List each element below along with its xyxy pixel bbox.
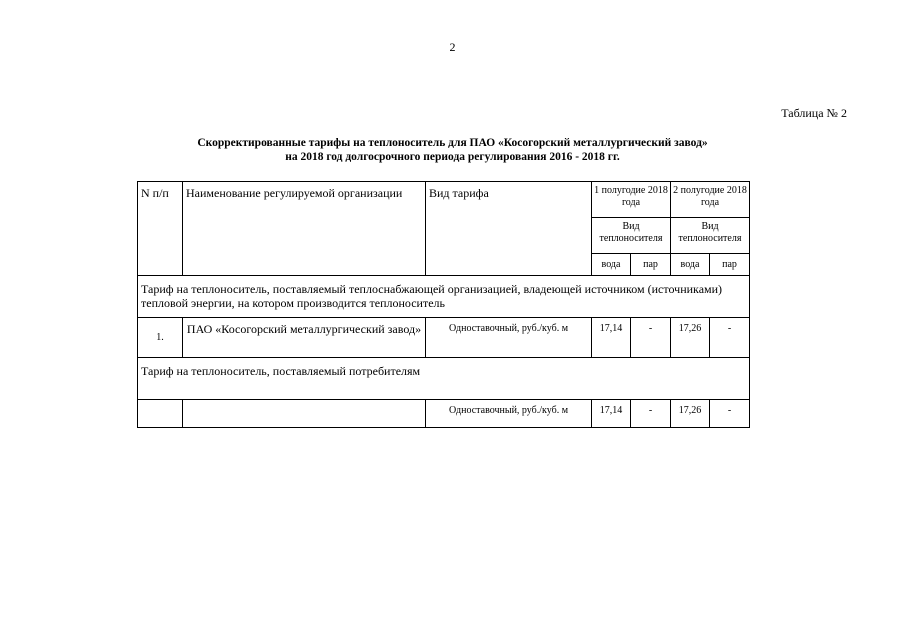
header-water-2: вода: [671, 254, 710, 276]
row-h1-water: 17,14: [592, 318, 631, 358]
row-h2-water: 17,26: [671, 318, 710, 358]
row-tariff-type: Одноставочный, руб./куб. м: [426, 400, 592, 428]
title-line-2: на 2018 год долгосрочного периода регулирования 2016 - 2018 гг.: [285, 151, 620, 163]
header-coolant-1: Вид теплоносителя: [592, 218, 671, 254]
header-tariff-type: Вид тарифа: [426, 182, 592, 276]
header-half-1: 1 полугодие 2018 года: [592, 182, 671, 218]
header-water-1: вода: [592, 254, 631, 276]
row-h2-steam: -: [710, 400, 750, 428]
row-org: [183, 400, 426, 428]
section-row: [138, 276, 750, 318]
row-tariff-type: Одноставочный, руб./куб. м: [426, 318, 592, 358]
row-h2-steam: -: [710, 318, 750, 358]
document-title: [0, 136, 905, 164]
row-num: 1.: [138, 318, 183, 358]
row-h1-steam: -: [631, 400, 671, 428]
header-half-2: 2 полугодие 2018 года: [671, 182, 750, 218]
header-steam-1: пар: [631, 254, 671, 276]
header-row: [138, 182, 750, 218]
title-line-1: Скорректированные тарифы на теплоноситель для ПАО «Косогорский металлургический завод»: [197, 137, 708, 149]
header-coolant-2: Вид теплоносителя: [671, 218, 750, 254]
row-h2-water: 17,26: [671, 400, 710, 428]
table-label: Таблица № 2: [781, 106, 847, 120]
table-row: [138, 318, 750, 358]
section-title: Тариф на теплоноситель, поставляемый потребителям: [138, 358, 750, 400]
row-org: ПАО «Косогорский металлургический завод»: [183, 318, 426, 358]
row-h1-water: 17,14: [592, 400, 631, 428]
row-h1-steam: -: [631, 318, 671, 358]
header-org: Наименование регулируемой организации: [183, 182, 426, 276]
tariff-table: [137, 181, 750, 428]
section-title: Тариф на теплоноситель, поставляемый теплоснабжающей организацией, владеющей источником (источниками) тепловой энергии, на котором производится теплоноситель: [138, 276, 750, 318]
table-row: [138, 400, 750, 428]
row-num: [138, 400, 183, 428]
page-number: 2: [449, 40, 456, 54]
header-num: N п/п: [138, 182, 183, 276]
section-row: [138, 358, 750, 400]
header-steam-2: пар: [710, 254, 750, 276]
